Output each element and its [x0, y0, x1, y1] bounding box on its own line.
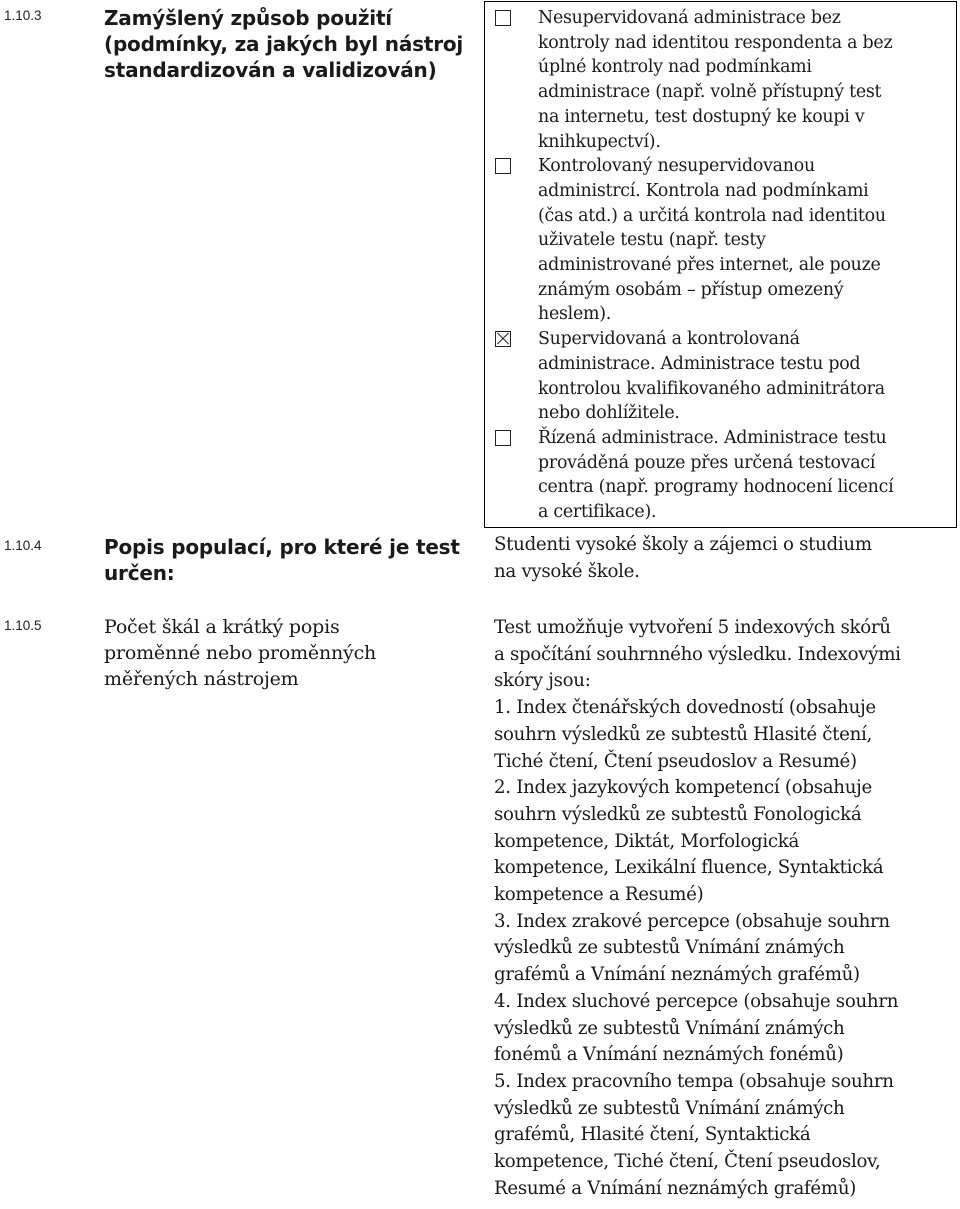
option-line: a certifikace). [538, 502, 657, 523]
title-line: standardizován a validizován) [104, 58, 437, 82]
option-line: nebo dohlížitele. [538, 403, 680, 424]
text-line: skóry jsou: [494, 670, 591, 692]
text-line: na vysoké škole. [494, 560, 640, 582]
option-line: Kontrolovaný nesupervidovanou [538, 156, 815, 177]
option-line: Řízená administrace. Administrace testu [538, 427, 887, 448]
option-line: knihkupectví). [538, 131, 661, 152]
option-line: známým osobám – přístup omezený [538, 279, 844, 300]
text-line: 3. Index zrakové percepce (obsahuje souhrn [494, 910, 890, 932]
checked-checkbox-icon[interactable] [495, 331, 511, 347]
checkbox-icon[interactable] [495, 430, 511, 446]
option-line: administrace. Administrace testu pod [538, 353, 861, 374]
option-supervised[interactable] [485, 327, 956, 426]
title-line: Popis populací, pro které je test [104, 535, 460, 559]
option-line: administrcí. Kontrola nad podmínkami [538, 180, 869, 201]
option-line: kontroly nad identitou respondenta a bez [538, 32, 893, 53]
title-line: (podmínky, za jakých byl nástroj [104, 32, 464, 56]
text-line: Test umožňuje vytvoření 5 indexových skórů [494, 617, 891, 638]
option-managed[interactable] [485, 426, 956, 525]
option-line: administrace (např. volně přístupný test [538, 82, 882, 103]
text-line: grafémů, Hlasité čtení, Syntaktická [494, 1124, 811, 1146]
section-title [104, 534, 464, 586]
population-text [494, 532, 949, 585]
option-unsupervised[interactable] [485, 6, 956, 154]
section-title [104, 5, 464, 83]
checkbox-icon[interactable] [495, 10, 511, 26]
title-line: proměnné nebo proměnných [104, 642, 377, 664]
text-line: Tiché čtení, Čtení pseudoslov a Resumé) [494, 750, 857, 772]
text-line: fonémů a Vnímání neznámých fonémů) [494, 1044, 844, 1066]
option-line: (čas atd.) a určitá kontrola nad identitou [538, 205, 886, 226]
option-line: Nesupervidovaná administrace bez [538, 8, 841, 28]
option-line: prováděná pouze přes určená testovací [538, 452, 876, 473]
text-line: kompetence, Diktát, Morfologická [494, 830, 799, 852]
text-line: Resumé a Vnímání neznámých grafémů) [494, 1177, 857, 1199]
scales-text [494, 615, 949, 1202]
option-line: uživatele testu (např. testy [538, 230, 766, 251]
option-line: na internetu, test dostupný ke koupi v [538, 106, 865, 127]
title-line: Počet škál a krátký popis [104, 616, 340, 638]
title-line: určen: [104, 561, 175, 585]
text-line: výsledků ze subtestů Vnímání známých [494, 1017, 845, 1039]
option-controlled[interactable] [485, 154, 956, 327]
section-title [104, 614, 464, 692]
option-line: centra (např. programy hodnocení licencí [538, 477, 894, 498]
text-line: Studenti vysoké školy a zájemci o studium [494, 534, 872, 555]
option-line: úplné kontroly nad podmínkami [538, 57, 812, 78]
checkbox-icon[interactable] [495, 158, 511, 174]
option-line: heslem). [538, 304, 612, 325]
text-line: kompetence a Resumé) [494, 884, 704, 906]
text-line: grafémů a Vnímání neznámých grafémů) [494, 964, 860, 986]
text-line: výsledků ze subtestů Vnímání známých [494, 937, 845, 959]
text-line: kompetence, Lexikální fluence, Syntaktická [494, 857, 884, 879]
text-line: výsledků ze subtestů Vnímání známých [494, 1097, 845, 1119]
text-line: 2. Index jazykových kompetencí (obsahuje [494, 777, 872, 799]
option-line: Supervidovaná a kontrolovaná [538, 329, 800, 350]
section-number: 1.10.3 [4, 8, 42, 23]
section-number: 1.10.4 [4, 538, 42, 553]
section-number: 1.10.5 [4, 618, 42, 633]
text-line: souhrn výsledků ze subtestů Hlasité čtení, [494, 723, 873, 745]
option-line: administrované přes internet, ale pouze [538, 255, 881, 276]
text-line: souhrn výsledků ze subtestů Fonologická [494, 803, 862, 825]
title-line: Zamýšlený způsob použití [104, 6, 392, 30]
text-line: a spočítání souhrnného výsledku. Indexovými [494, 643, 901, 665]
usage-options-box [484, 1, 957, 528]
text-line: 5. Index pracovního tempa (obsahuje souhrn [494, 1070, 894, 1092]
text-line: 1. Index čtenářských dovedností (obsahuje [494, 697, 876, 719]
option-line: kontrolou kvalifikovaného adminitrátora [538, 378, 885, 399]
title-line: měřených nástrojem [104, 668, 299, 690]
text-line: kompetence, Tiché čtení, Čtení pseudoslov, [494, 1151, 881, 1173]
text-line: 4. Index sluchové percepce (obsahuje souhrn [494, 990, 899, 1012]
